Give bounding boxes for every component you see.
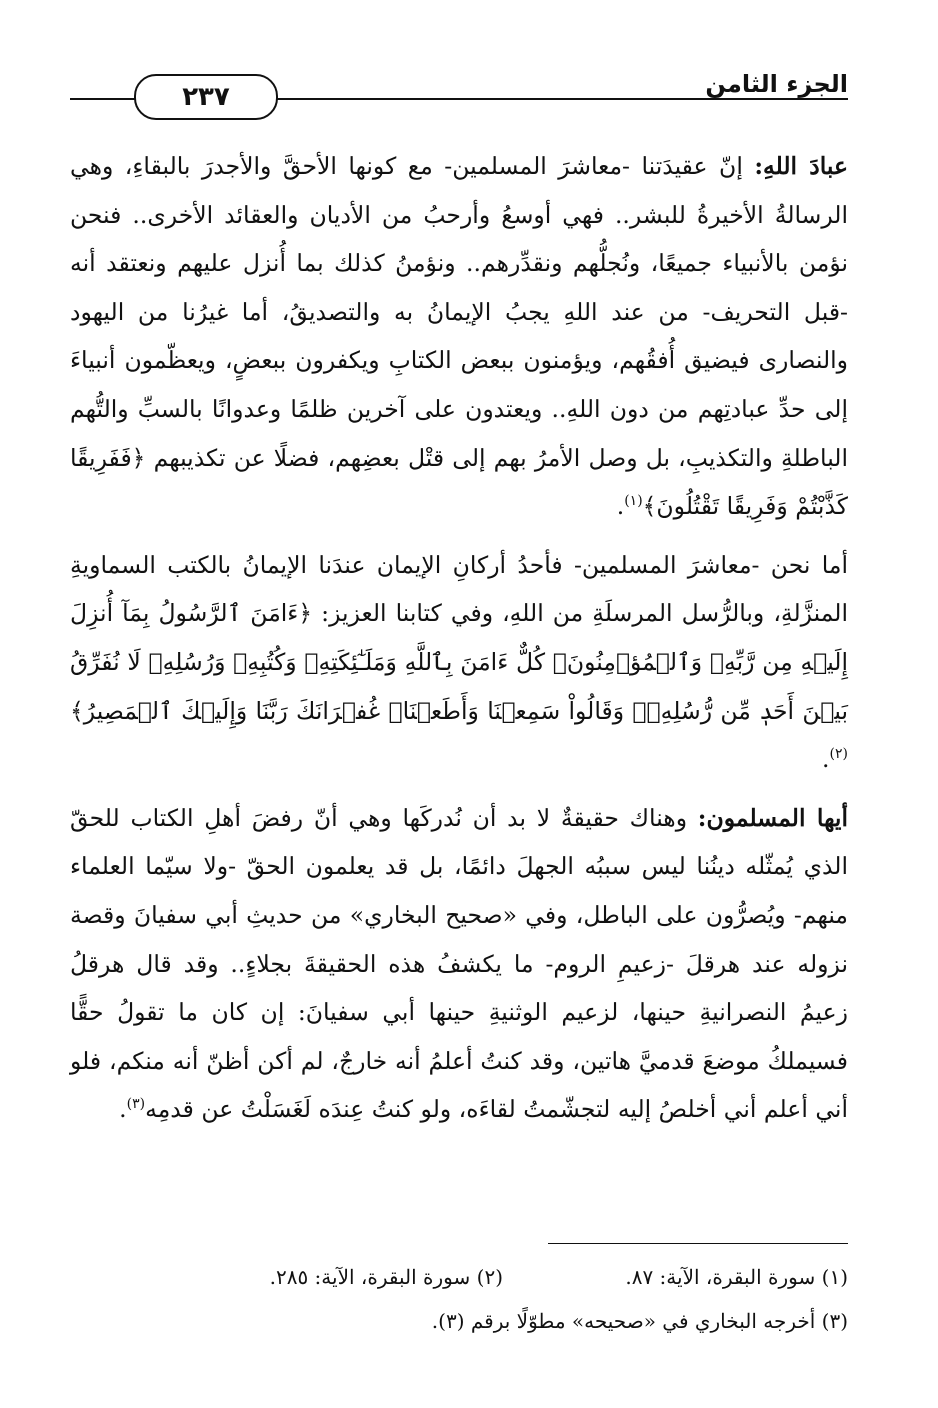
running-title: الجزء الثامن: [705, 70, 848, 98]
quran-verse: ﴿ءَامَنَ ٱلرَّسُولُ بِمَآ أُنزِلَ إِلَيۡهِ مِن رَّبِّهِۦ وَٱلۡمُؤۡمِنُونَۚ كُلٌّ ءَامَنَ بِٱللَّهِ وَمَلَـٰٓئِكَتِهِۦ وَكُتُبِهِۦ وَرُسُلِهِۦ لَا نُفَرِّقُ بَيۡنَ أَحَدٖ مِّن رُّسُلِهِۦۚ وَقَالُواْ سَمِعۡنَا وَأَطَعۡنَاۖ غُفۡرَانَكَ رَبَّنَا وَإِلَيۡكَ ٱلۡمَصِيرُ﴾: [70, 599, 848, 725]
quran-verse: ﴿فَفَرِيقًا كَذَّبْتُمْ وَفَرِيقًا تَقْتُلُونَ﴾: [70, 443, 848, 521]
body-text: [70, 142, 848, 1144]
page-number: ٢٣٧: [134, 74, 278, 120]
footnote-marker: (١): [624, 493, 643, 510]
page-header: [70, 70, 848, 130]
footnote-3: (٣) أخرجه البخاري في «صحيحه» مطوّلًا برقم (٣).: [431, 1309, 848, 1333]
paragraph-text: إنّ عقيدَتنا -معاشرَ المسلمين- مع كونها الأحقَّ والأجدرَ بالبقاءِ، وهي الرسالةُ الأخيرةُ للبشر.. فهي أوسعُ وأرحبُ من الأديان والعقائد الأخرى.. فنحن نؤمن بالأنبياء جميعًا، ونُجلُّهم ونقدِّرهم.. ونؤمنُ كذلك بما أُنزل عليهم ونعتقد أنه -قبل التحريف- من عند اللهِ يجبُ الإيمانُ به والتصديقُ، أما غيرُنا من اليهود والنصارى فيضيق أُفقُهم، ويؤمنون ببعض الكتابِ ويكفرون ببعضٍ، ويعظّمون أنبياءَ إلى حدِّ عبادتِهم من دون اللهِ.. ويعتدون على آخرين ظلمًا وعدوانًا بالسبِّ والتُّهم الباطلةِ والتكذيبِ، بل وصل الأمرُ بهم إلى قتْل بعضِهم، فضلًا عن تكذيبهم: [70, 152, 848, 472]
footnote-marker: (٢): [829, 746, 848, 763]
footnote-row: [70, 1255, 848, 1299]
footnote-2: (٢) سورة البقرة، الآية: ٢٨٥.: [269, 1265, 503, 1289]
paragraph: [70, 541, 848, 784]
paragraph-text: وهناك حقيقةٌ لا بد أن نُدركَها وهي أنّ رفضَ أهلِ الكتاب للحقّ الذي يُمثّله دينُنا ليس سببُه الجهلَ دائمًا، بل قد يعلمون الحقّ -ولا سيّما العلماء منهم- ويُصرُّون على الباطل، وفي «صحيح البخاري» من حديثِ أبي سفيانَ وقصة نزوله عند هرقلَ -زعيمِ الروم- ما يكشفُ هذه الحقيقةَ بجلاءٍ.. وقد قال هرقلُ زعيمُ النصرانيةِ حينها، لزعيم الوثنيةِ حينها أبي سفيانَ: إن كان ما تقولُ حقًّا فسيملكُ موضعَ قدميَّ هاتين، وقد كنتُ أعلمُ أنه خارجٌ، لم أكن أظنّ أنه منكم، فلو أني أعلم أني أخلصُ إليه لتجشّمتُ لقاءَه، ولو كنتُ عِندَه لَغَسَلْتُ عن قدمِه: [70, 803, 848, 1124]
paragraph-text: أما نحن -معاشرَ المسلمين- فأحدُ أركانِ الإيمان عندَنا الإيمانُ بالكتب السماويةِ المنزَّلةِ، وبالرُّسل المرسلَةِ من اللهِ، وفي كتابنا العزيز:: [70, 550, 849, 628]
paragraph-tail: .: [616, 492, 625, 521]
paragraph-lead: أيها المسلمون:: [697, 803, 848, 832]
paragraph-tail: .: [822, 745, 830, 774]
paragraph: [70, 142, 848, 531]
paragraph-tail: .: [119, 1095, 127, 1124]
paragraph: [70, 794, 848, 1134]
footnote-rule: [548, 1243, 848, 1244]
footnotes: [70, 1255, 848, 1343]
paragraph-lead: عبادَ اللهِ:: [754, 152, 848, 180]
footnote-marker: (٣): [126, 1096, 146, 1113]
footnote-1: (١) سورة البقرة، الآية: ٨٧.: [625, 1265, 848, 1289]
